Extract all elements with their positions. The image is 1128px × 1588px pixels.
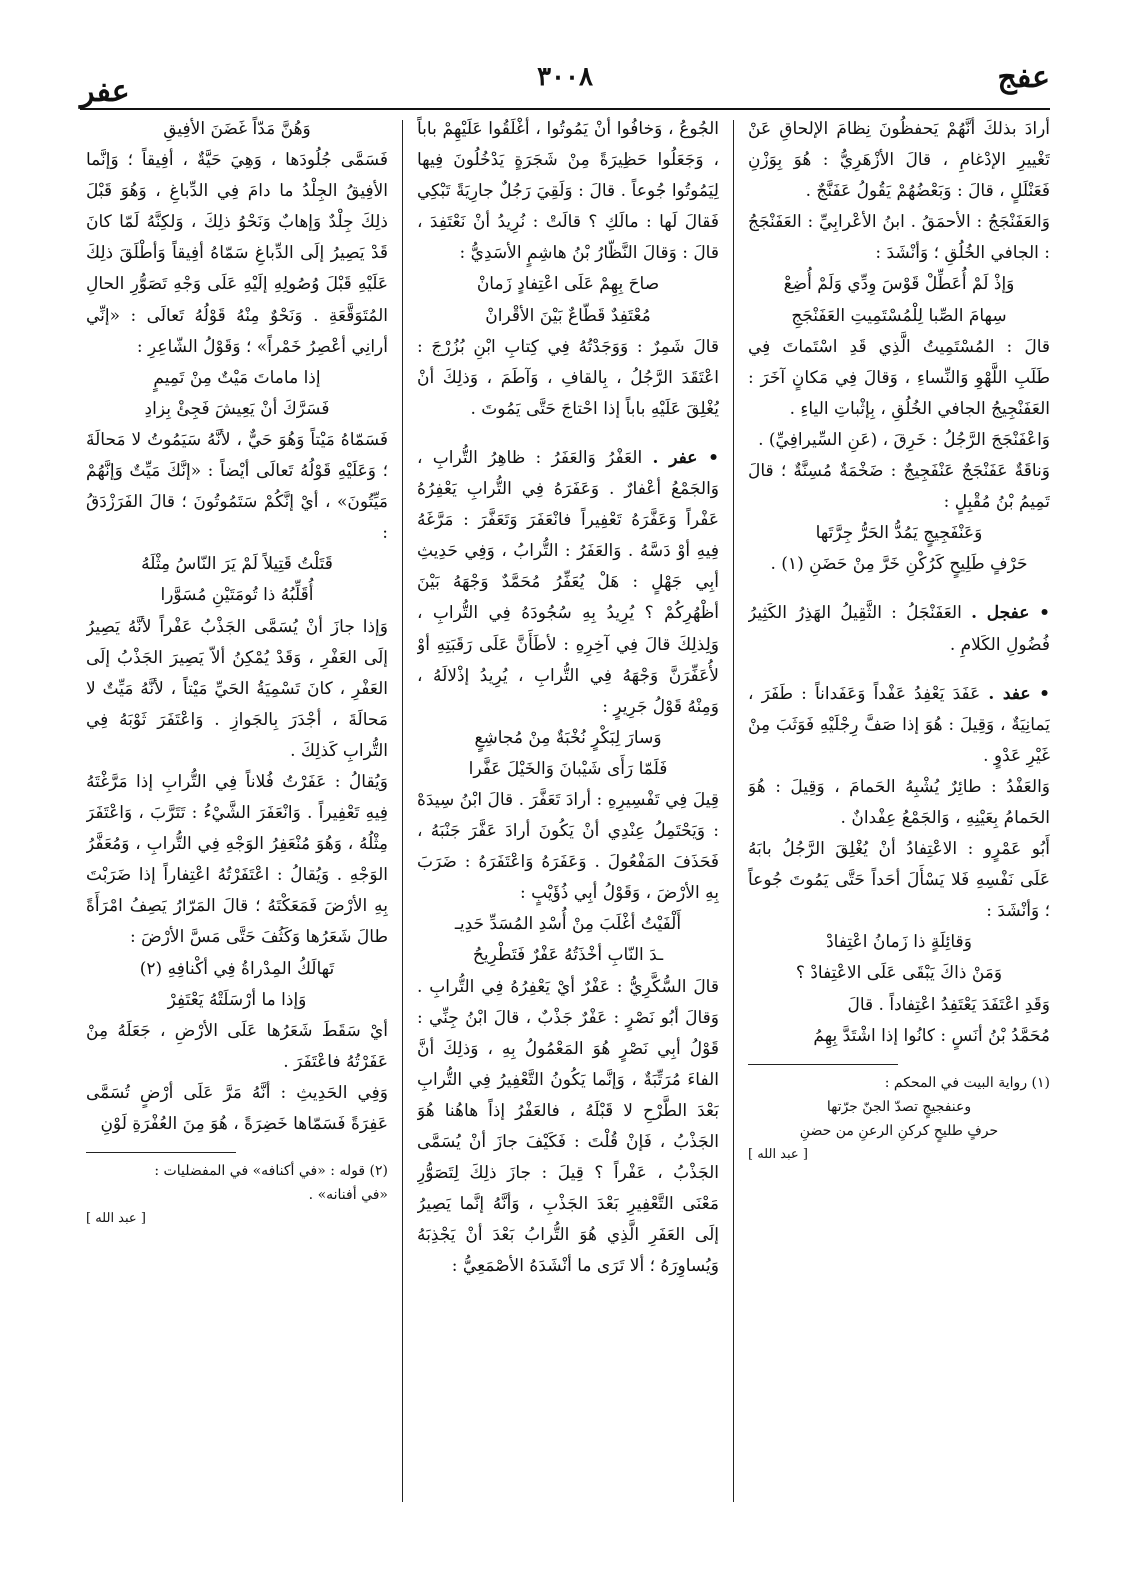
verse-line: وَإذْ لَمْ أُعَطِّلْ قَوْسَ وِدِّي وَلَمْ أُضِعْ — [783, 274, 1015, 295]
entry-heading: • عفر . — [652, 447, 719, 468]
verse-line: مُعْتَفِدٌ قَطّاعٌ بَيْنَ الأقْرانْ — [485, 305, 651, 326]
footnote — [748, 1071, 1050, 1167]
paragraph: فَسَمّاهُ مَيْتاً وَهُوَ حَيٌّ ، لأنَّهُ سَيَمُوتُ لا مَحالَةَ ؛ وَعَلَيْهِ قَوْلُهُ تَعالَى أيْضاً : «إنَّكَ مَيِّتٌ وَإنَّهُمْ مَيِّتُونَ» ، أيْ إنَّكُمْ سَتَمُوتُونَ ؛ قالَ الفَرَزْدَقُ : — [86, 429, 388, 544]
footnote-editor: [ عبد الله ] — [748, 1146, 808, 1162]
paragraph: وَقَدِ اعْتَفَدَ يَعْتَفِدُ اعْتِفاداً . قالَ — [847, 994, 1050, 1015]
paragraph: أرادَ بذلكَ أنَّهُمْ يَحفظُونَ نِظامَ الإلحاقِ عَنْ تَغْييرِ الإدْغامِ ، قالَ الأزْهَرِيُّ : هُوَ بِوَزْنِ فَعَنْلَلٍ ، قالَ : وَبَعْضُهُمْ يَقُولُ عَفَنَّجٌ . — [748, 119, 1050, 202]
header-keyword-right: عفج — [997, 60, 1050, 95]
entry-heading: • عفجل . — [971, 603, 1050, 624]
paragraph: وَالعَفْدُ : طائِرٌ يُشْبِهُ الحَمامَ ، وَقِيلَ : هُوَ الحَمامُ بِعَيْنِهِ ، وَالجَمْعُ عِفْدانٌ . — [748, 776, 1050, 828]
verse-line: سِهامَ الصِّبا لِلْمُسْتَمِيتِ العَفَنْجَجِ — [791, 305, 1007, 326]
verse-line: وَمَنْ ذاكَ يَبْقَى عَلَى الاعْتِفادْ ؟ — [795, 963, 1003, 984]
verse-line: وَعَنْفَجِيجٍ يَمُدُّ الحَرُّ جِرَّتَها — [815, 523, 983, 544]
paragraph: وَالعَفَنْجَجُ : الأحمَقُ . ابنُ الأعْرابِيِّ : العَفَنْجَجُ : الجافي الخُلُقِ ؛ وَأنْشَدَ : — [748, 212, 1050, 264]
footnote-verse: وعنفجيجٍ تصدّ الجنّ جرّتها — [826, 1098, 972, 1115]
verse-line: قَتَلْتُ قَتِيلاً لَمْ يَرَ النّاسُ مِثْلَهُ — [141, 554, 333, 575]
column-divider — [402, 120, 403, 1502]
page-number: ٣٠٠٨ — [537, 62, 593, 92]
page-header — [80, 58, 1050, 108]
verse-line: وَسارَ لِبَكْرٍ نُخْبَةٌ مِنْ مُجاشِعٍ — [474, 727, 662, 748]
footnote-rule — [748, 1064, 898, 1065]
paragraph: أيْ سَقَطَ شَعَرُها عَلَى الأرْضِ ، جَعَلَهُ مِنْ عَفَرْتُهُ فاعْتَفَرَ . — [86, 1020, 388, 1072]
paragraph: قالَ شَمِرٌ : وَوَجَدْتُهُ فِي كِتابِ ابْنِ بُزُرْجَ : اعْتَقَدَ الرَّجُلُ ، بِالقافِ ، وَآطَمَ ، وَذلِكَ أنْ يُغْلِقَ عَلَيْهِ باباً إذا احْتاجَ حَتَّى يَمُوتَ . — [417, 336, 719, 419]
column-left — [86, 114, 388, 1508]
footnote-editor: [ عبد الله ] — [86, 1211, 146, 1227]
text-columns — [80, 114, 1050, 1508]
paragraph: وَناقَةٌ عَفَنْجَجٌ عَنْفَجِيجٌ : ضَخْمَةٌ مُسِنَّةٌ ؛ قالَ تَمِيمُ بْنُ مُقْبِلٍ : — [748, 461, 1050, 513]
column-middle — [417, 114, 719, 1508]
paragraph: قِيلَ فِي تَفْسِيرِهِ : أرادَ تَعَفَّرَ . قالَ ابْنُ سِيدَهْ : وَيَحْتَمِلُ عِنْدِي أنْ يَكُونَ أرادَ عَفَّرَ جَنْبَهُ ، فَحَذَفَ المَفْعُولَ . وَعَفَرَهُ وَاعْتَفَرَهُ : ضَرَبَ بِهِ الأرْضَ ، وَقَوْلُ أبِي ذُؤَيْبٍ : — [417, 789, 719, 904]
verse-line: فَلَمّا رَأَى شَيْبانَ وَالخَيْلَ عَفَّرا — [468, 758, 668, 779]
verse-line: صاحَ بِهِمْ عَلَى اعْتِفادٍ زَمانْ — [476, 274, 660, 295]
verse-line: تَهالَكُ المِدْراةُ فِي أكْنافِهِ (٢) — [139, 958, 335, 979]
entry-heading: • عفد . — [988, 683, 1050, 704]
paragraph: مُحَمَّدُ بْنُ أنَسٍ : كانُوا إذا اشْتَدَّ بِهِمُ — [813, 1025, 1050, 1046]
paragraph: وَاعْفَنْجَجَ الرَّجُلُ : خَرِقَ ، (عَنِ السِّيرافِيِّ) . — [758, 429, 1050, 450]
paragraph: أَبُو عَمْرٍو : الاعْتِفادُ أنْ يُغْلِقَ الرَّجُلُ بابَهُ عَلَى نَفْسِهِ فَلا يَسْأَلَ أحَداً حَتَّى يَمُوتَ جُوعاً ؛ وَأنْشَدَ : — [748, 839, 1050, 922]
paragraph: قالَ : المُسْتَمِيتُ الَّذِي قَدِ اسْتَماتَ فِي طَلَبِ اللَّهْوِ وَالنِّساءِ ، وَقالَ فِي مَكانٍ آخَرَ : العَفَنْجِيجُ الجافي الخُلُقِ ، بِإثْباتِ الياءِ . — [748, 336, 1050, 419]
paragraph: فَسَمَّى جُلُودَها ، وَهِيَ حَيَّةٌ ، أفِيقاً ؛ وَإنَّما الأفِيقُ الجِلْدُ ما دامَ فِي الدِّباغِ ، وَهُوَ قَبْلَ ذلِكَ جِلْدٌ وَإهابٌ وَنَحْوُ ذلِكَ ، وَلكِنَّهُ لَمّا كانَ قَدْ يَصِيرُ إلَى الدِّباغِ سَمّاهُ أفِيقاً وَأطْلَقَ ذلِكَ عَلَيْهِ قَبْلَ وُصُولِهِ إلَيْهِ عَلَى وَجْهِ تَصَوُّرِ الحالِ المُتَوَقَّعَةِ . وَنَحْوٌ مِنْهُ قَوْلُهُ تَعالَى : «إنِّي أرانِي أعْصِرُ خَمْراً» ؛ وَقَوْلُ الشّاعِرِ : — [86, 150, 388, 357]
paragraph: عَفَدَ يَعْفِدُ عَفْداً وَعَفَداناً : طَفَرَ ، يَمانِيَةٌ ، وَقِيلَ : هُوَ إذا صَفَّ رِجْلَيْهِ فَوَثَبَ مِنْ غَيْرِ عَدْوٍ . — [748, 683, 1050, 766]
header-rule — [80, 108, 1050, 110]
footnote-verse: حرفٍ طليحٍ كركنِ الرعنِ من حضنِ — [799, 1122, 999, 1139]
verse-line: حَرْفٍ طَلِيحٍ كَرُكْنِ خَرَّ مِنْ حَضَنِ (١) . — [770, 554, 1028, 575]
footnote-rule — [86, 1152, 236, 1153]
verse-line: وَإذا ما أرْسَلَتْهُ يَعْتَفِرْ — [167, 989, 307, 1010]
footnote-text: (١) رواية البيت في المحكم : — [884, 1074, 1050, 1091]
paragraph: وَإذا جازَ أنْ يُسَمَّى الجَذْبُ عَفْراً لأنَّهُ يَصِيرُ إلَى العَفْرِ ، وَقَدْ يُمْكِنُ ألاّ يَصِيرَ الجَذْبُ إلَى العَفْرِ ، كانَ تَسْمِيَةُ الحَيِّ مَيْتاً ، لأنَّهُ مَيِّتٌ لا مَحالَةَ ، أجْدَرَ بِالجَوازِ . وَاعْتَفَرَ ثَوْبَهُ فِي التُّرابِ كَذلِكَ . — [86, 616, 388, 761]
column-right — [748, 114, 1050, 1508]
verse-line: وَهُنَّ مَدّاً غَضَنَ الأفِيقِ — [163, 119, 311, 139]
header-keyword-left: عفر — [80, 74, 130, 109]
verse-line: إذا ماماتَ مَيْتٌ مِنْ تَمِيمٍ — [153, 367, 321, 388]
footnote-text: (٢) قوله : «في أكنافه» في المفضليات : — [154, 1163, 388, 1180]
verse-line: أَلْفَيْتُ أغْلَبَ مِنْ أُسْدِ المُسَدِّ حَدِيـ — [454, 914, 682, 935]
paragraph: الجُوعُ ، وَخافُوا أنْ يَمُوتُوا ، أغْلَقُوا عَلَيْهِمْ باباً ، وَجَعَلُوا حَظِيرَةً مِنْ شَجَرَةٍ يَدْخُلُونَ فِيها لِيَمُوتُوا جُوعاً . قالَ : وَلَقِيَ رَجُلٌ جارِيَةً تَبْكِي فَقالَ لَها : مالَكِ ؟ قالَتْ : نُرِيدُ أنْ نَعْتَفِدَ ، قالَ : وَقالَ النَّظّارُ بْنُ هاشِمٍ الأسَدِيُّ : — [417, 119, 719, 264]
paragraph: قالَ السُّكَّرِيُّ : عَفْرٌ أيْ يَعْفِرُهُ فِي التُّرابِ . وَقالَ أبُو نَصْرٍ : عَفْرٌ جَذْبٌ ، قالَ ابْنُ جِنِّي : قَوْلُ أبِي نَصْرٍ هُوَ المَعْمُولُ بِهِ ، وَذلِكَ أنَّ الفاءَ مُرَتِّبَةٌ ، وَإنَّما يَكُونُ التَّعْفِيرُ فِي التُّرابِ بَعْدَ الطَّرْحِ لا قَبْلَهُ ، فالعَفْرُ إذاً هاهُنا هُوَ الجَذْبُ ، فَإنْ قُلْتَ : فَكَيْفَ جازَ أنْ يُسَمَّى الجَذْبُ ، عَفْراً ؟ قِيلَ : جازَ ذلِكَ لِتَصَوُّرِ مَعْنَى التَّعْفِيرِ بَعْدَ الجَذْبِ ، وَأنَّهُ إنَّما يَصِيرُ إلَى العَفَرِ الَّذِي هُوَ التُّرابُ بَعْدَ أنْ يَجْذِبَهُ وَيُساوِرَهُ ؛ ألا تَرَى ما أنْشَدَهُ الأصْمَعِيُّ : — [417, 976, 719, 1277]
verse-line: وَقائِلَةٍ ذا زَمانُ اعْتِفادْ — [826, 932, 972, 953]
paragraph: العَفَنْجَلُ : الثَّقِيلُ الهَذِرُ الكَثِيرُ فُضُولِ الكَلامِ . — [748, 603, 1050, 655]
verse-line: أُقَلِّبُهُ ذا تُومَتَيْنِ مُسَوَّرا — [160, 585, 314, 606]
paragraph: وَفِي الحَدِيثِ : أنَّهُ مَرَّ عَلَى أرْضٍ تُسَمَّى عَفِرَةً فَسَمّاها خَضِرَةً ، هُوَ مِنَ العُفْرَةِ لَوْنِ — [86, 1082, 388, 1134]
paragraph: وَيُقالُ : عَفَرْتُ فُلاناً فِي التُّرابِ إذا مَرَّغْتَهُ فِيهِ تَعْفِيراً . وَانْعَفَرَ الشَّيْءُ : تَتَرَّبَ ، وَاعْتَفَرَ مِثْلُهُ ، وَهُوَ مُنْعَفِرُ الوَجْهِ فِي التُّرابِ ، وَمُعَفَّرُ الوَجْهِ . وَيُقالُ : اعْتَفَرْتُهُ اعْتِفاراً إذا ضَرَبْتَ بِهِ الأرْضَ فَمَعَكْتَهُ ؛ قالَ المَرّارُ يَصِفُ امْرَأَةً طالَ شَعَرُها وَكَثُفَ حَتَّى مَسَّ الأرْضَ : — [86, 771, 388, 948]
footnote — [86, 1159, 388, 1231]
paragraph: العَفْرُ وَالعَفَرُ : ظاهِرُ التُّرابِ ، وَالجَمْعُ أعْفارٌ . وَعَفَرَهُ فِي التُّرابِ يَعْفِرُهُ عَفْراً وَعَفَّرَهُ تَعْفِيراً فانْعَفَرَ وَتَعَفَّرَ : مَرَّغَهُ فِيهِ أوْ دَسَّهُ . وَالعَفَرُ : التُّرابُ ، وَفِي حَدِيثِ أبِي جَهْلٍ : هَلْ يُعَفِّرُ مُحَمَّدٌ وَجْهَهُ بَيْنَ أظْهُرِكُمْ ؟ يُرِيدُ بِهِ سُجُودَهُ فِي التُّرابِ ، وَلِذلِكَ قالَ فِي آخِرِهِ : لأطَأَنَّ عَلَى رَقَبَتِهِ أوْ لأُعَفِّرَنَّ وَجْهَهُ فِي التُّرابِ ، يُرِيدُ إذْلالَهُ ، وَمِنْهُ قَوْلُ جَرِيرٍ : — [417, 447, 719, 717]
footnote-text: «في أفنانه» . — [308, 1187, 388, 1204]
verse-line: ـدَ النّابِ أخْذَتُهُ عَفْرٌ فَتَطْرِيحُ — [472, 945, 664, 966]
column-divider — [733, 120, 734, 1502]
verse-line: فَسَرَّكَ أنْ يَعِيشَ فَجِئْ بِزادِ — [144, 398, 330, 419]
